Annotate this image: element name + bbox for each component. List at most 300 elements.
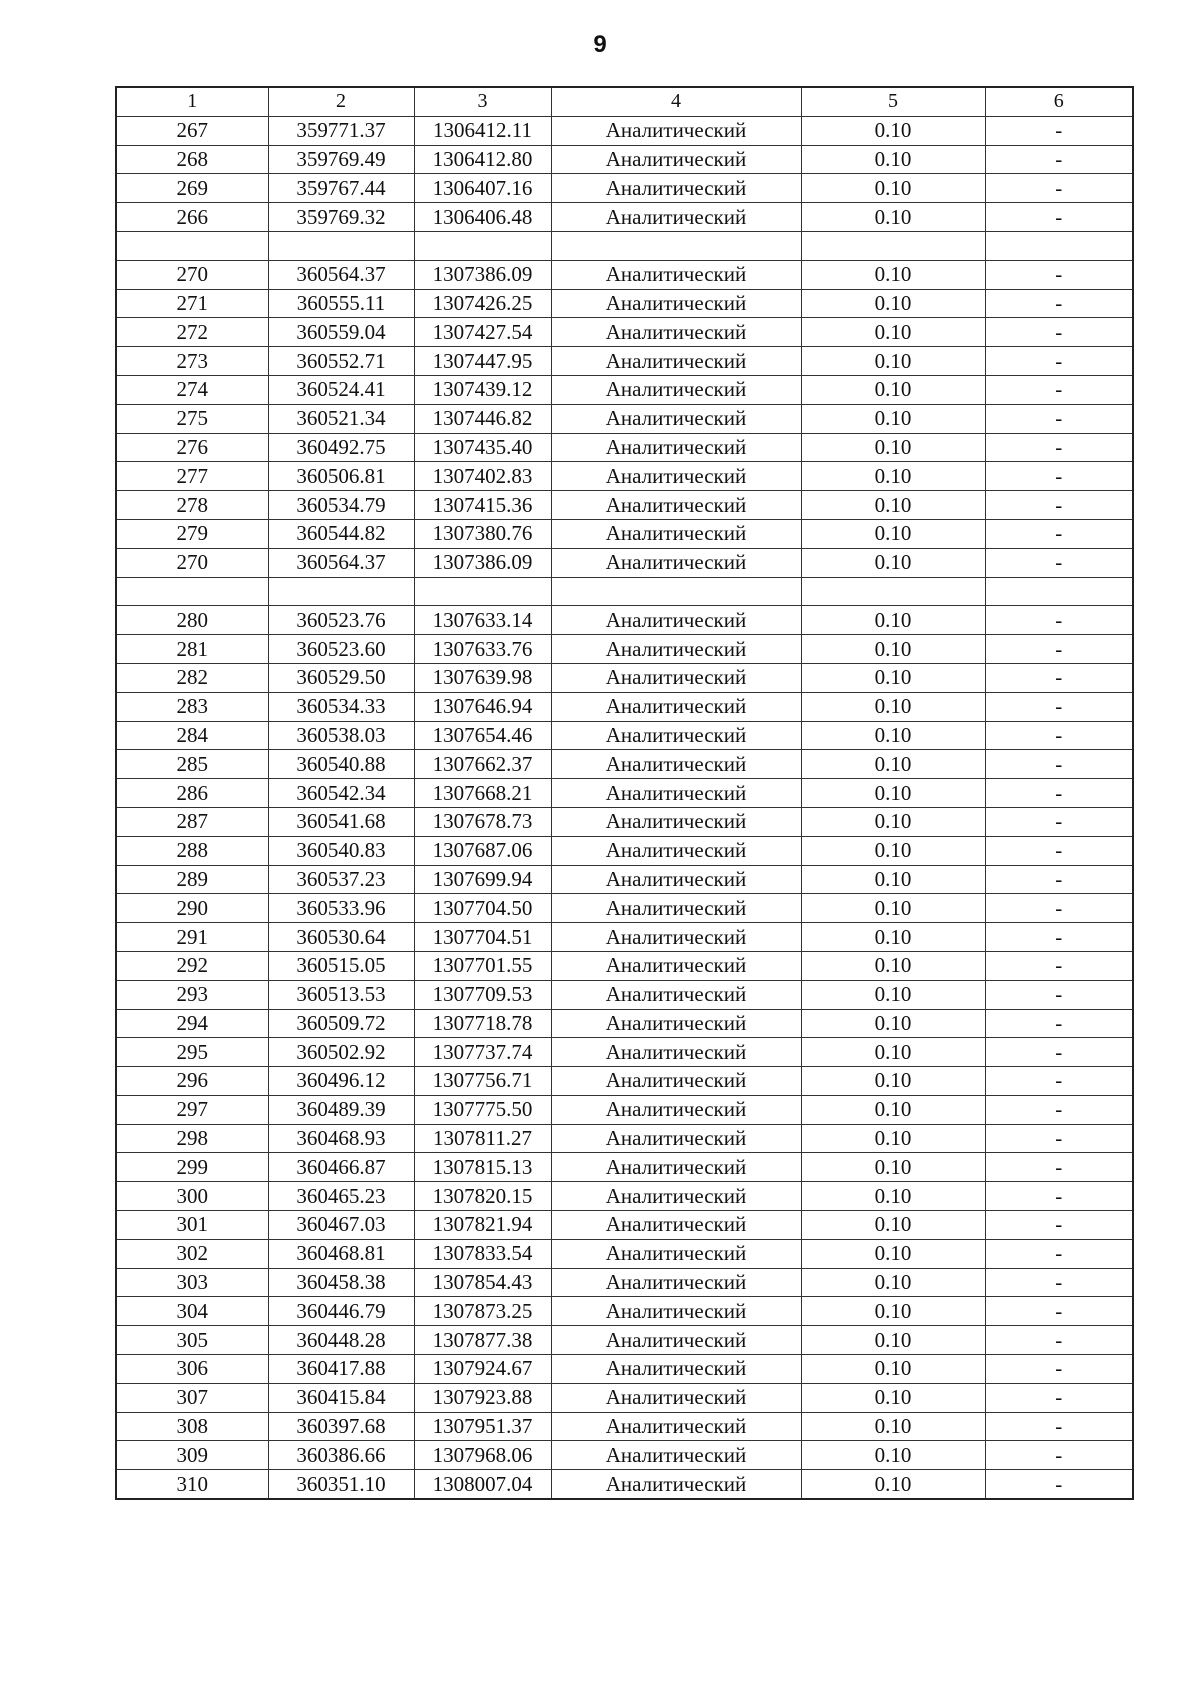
x-coordinate-cell: 360448.28 xyxy=(268,1326,414,1355)
table-row xyxy=(116,375,1133,404)
method-cell: Аналитический xyxy=(551,721,801,750)
accuracy-cell: 0.10 xyxy=(801,203,985,232)
point-number-cell: 270 xyxy=(116,548,268,577)
column-header-6: 6 xyxy=(985,87,1133,116)
x-coordinate-cell: 360466.87 xyxy=(268,1153,414,1182)
table-row xyxy=(116,260,1133,289)
x-coordinate-cell: 360564.37 xyxy=(268,260,414,289)
x-coordinate-cell: 360542.34 xyxy=(268,779,414,808)
y-coordinate-cell: 1307386.09 xyxy=(414,548,551,577)
point-number-cell: 309 xyxy=(116,1441,268,1470)
x-coordinate-cell: 360415.84 xyxy=(268,1383,414,1412)
y-coordinate-cell: 1306406.48 xyxy=(414,203,551,232)
note-cell: - xyxy=(985,1383,1133,1412)
point-number-cell: 293 xyxy=(116,980,268,1009)
x-coordinate-cell: 360523.60 xyxy=(268,635,414,664)
x-coordinate-cell: 360492.75 xyxy=(268,433,414,462)
accuracy-cell: 0.10 xyxy=(801,1182,985,1211)
x-coordinate-cell: 360564.37 xyxy=(268,548,414,577)
y-coordinate-cell: 1307447.95 xyxy=(414,347,551,376)
point-number-cell: 307 xyxy=(116,1383,268,1412)
note-cell: - xyxy=(985,1038,1133,1067)
point-number-cell: 275 xyxy=(116,404,268,433)
accuracy-cell: 0.10 xyxy=(801,1441,985,1470)
method-cell: Аналитический xyxy=(551,519,801,548)
accuracy-cell: 0.10 xyxy=(801,663,985,692)
table-row xyxy=(116,779,1133,808)
x-coordinate-cell: 360529.50 xyxy=(268,663,414,692)
x-coordinate-cell: 360555.11 xyxy=(268,289,414,318)
note-cell: - xyxy=(985,1095,1133,1124)
method-cell: Аналитический xyxy=(551,1412,801,1441)
method-cell: Аналитический xyxy=(551,951,801,980)
note-cell: - xyxy=(985,721,1133,750)
accuracy-cell: 0.10 xyxy=(801,1239,985,1268)
point-number-cell: 299 xyxy=(116,1153,268,1182)
x-coordinate-cell: 360465.23 xyxy=(268,1182,414,1211)
point-number-cell: 285 xyxy=(116,750,268,779)
method-cell: Аналитический xyxy=(551,260,801,289)
accuracy-cell: 0.10 xyxy=(801,923,985,952)
note-cell: - xyxy=(985,1009,1133,1038)
point-number-cell: 290 xyxy=(116,894,268,923)
point-number-cell: 303 xyxy=(116,1268,268,1297)
method-cell: Аналитический xyxy=(551,375,801,404)
y-coordinate-cell: 1307439.12 xyxy=(414,375,551,404)
method-cell: Аналитический xyxy=(551,203,801,232)
x-coordinate-cell: 360489.39 xyxy=(268,1095,414,1124)
y-coordinate-cell: 1307426.25 xyxy=(414,289,551,318)
table-row xyxy=(116,807,1133,836)
x-coordinate-cell: 360502.92 xyxy=(268,1038,414,1067)
x-coordinate-cell: 360458.38 xyxy=(268,1268,414,1297)
accuracy-cell: 0.10 xyxy=(801,1383,985,1412)
note-cell: - xyxy=(985,750,1133,779)
table-row xyxy=(116,174,1133,203)
accuracy-cell: 0.10 xyxy=(801,519,985,548)
note-cell: - xyxy=(985,1355,1133,1384)
table-row xyxy=(116,980,1133,1009)
y-coordinate-cell xyxy=(414,231,551,260)
method-cell: Аналитический xyxy=(551,1383,801,1412)
accuracy-cell xyxy=(801,231,985,260)
y-coordinate-cell: 1307820.15 xyxy=(414,1182,551,1211)
separator-row xyxy=(116,231,1133,260)
x-coordinate-cell: 360521.34 xyxy=(268,404,414,433)
point-number-cell: 286 xyxy=(116,779,268,808)
accuracy-cell: 0.10 xyxy=(801,1326,985,1355)
accuracy-cell: 0.10 xyxy=(801,462,985,491)
table-row xyxy=(116,1124,1133,1153)
point-number-cell: 266 xyxy=(116,203,268,232)
table-row xyxy=(116,836,1133,865)
method-cell: Аналитический xyxy=(551,750,801,779)
point-number-cell: 279 xyxy=(116,519,268,548)
method-cell: Аналитический xyxy=(551,318,801,347)
column-header-2: 2 xyxy=(268,87,414,116)
point-number-cell: 272 xyxy=(116,318,268,347)
note-cell: - xyxy=(985,1268,1133,1297)
x-coordinate-cell: 360515.05 xyxy=(268,951,414,980)
point-number-cell: 277 xyxy=(116,462,268,491)
y-coordinate-cell: 1307678.73 xyxy=(414,807,551,836)
note-cell: - xyxy=(985,145,1133,174)
method-cell: Аналитический xyxy=(551,779,801,808)
point-number-cell: 295 xyxy=(116,1038,268,1067)
note-cell: - xyxy=(985,980,1133,1009)
y-coordinate-cell: 1307380.76 xyxy=(414,519,551,548)
point-number-cell: 288 xyxy=(116,836,268,865)
method-cell: Аналитический xyxy=(551,433,801,462)
table-row xyxy=(116,145,1133,174)
y-coordinate-cell: 1308007.04 xyxy=(414,1470,551,1499)
method-cell: Аналитический xyxy=(551,606,801,635)
y-coordinate-cell: 1307687.06 xyxy=(414,836,551,865)
x-coordinate-cell: 360540.83 xyxy=(268,836,414,865)
table-row xyxy=(116,519,1133,548)
accuracy-cell: 0.10 xyxy=(801,750,985,779)
table-row xyxy=(116,692,1133,721)
y-coordinate-cell: 1307737.74 xyxy=(414,1038,551,1067)
note-cell: - xyxy=(985,203,1133,232)
coordinates-table xyxy=(115,86,1134,1500)
method-cell: Аналитический xyxy=(551,548,801,577)
note-cell: - xyxy=(985,462,1133,491)
y-coordinate-cell: 1307877.38 xyxy=(414,1326,551,1355)
x-coordinate-cell: 359769.32 xyxy=(268,203,414,232)
method-cell: Аналитический xyxy=(551,116,801,145)
table-row xyxy=(116,1009,1133,1038)
x-coordinate-cell: 360446.79 xyxy=(268,1297,414,1326)
x-coordinate-cell: 360552.71 xyxy=(268,347,414,376)
y-coordinate-cell: 1307435.40 xyxy=(414,433,551,462)
y-coordinate-cell: 1307833.54 xyxy=(414,1239,551,1268)
point-number-cell: 273 xyxy=(116,347,268,376)
method-cell: Аналитический xyxy=(551,1009,801,1038)
note-cell: - xyxy=(985,1297,1133,1326)
point-number-cell: 301 xyxy=(116,1211,268,1240)
accuracy-cell: 0.10 xyxy=(801,836,985,865)
y-coordinate-cell: 1307756.71 xyxy=(414,1067,551,1096)
table-row xyxy=(116,1326,1133,1355)
x-coordinate-cell: 360540.88 xyxy=(268,750,414,779)
point-number-cell: 296 xyxy=(116,1067,268,1096)
method-cell: Аналитический xyxy=(551,404,801,433)
point-number-cell: 280 xyxy=(116,606,268,635)
x-coordinate-cell: 360534.79 xyxy=(268,491,414,520)
point-number-cell: 304 xyxy=(116,1297,268,1326)
x-coordinate-cell: 360534.33 xyxy=(268,692,414,721)
y-coordinate-cell: 1307704.50 xyxy=(414,894,551,923)
note-cell: - xyxy=(985,1239,1133,1268)
y-coordinate-cell xyxy=(414,577,551,606)
x-coordinate-cell: 360509.72 xyxy=(268,1009,414,1038)
x-coordinate-cell xyxy=(268,231,414,260)
method-cell: Аналитический xyxy=(551,174,801,203)
method-cell: Аналитический xyxy=(551,289,801,318)
method-cell: Аналитический xyxy=(551,1268,801,1297)
point-number-cell: 270 xyxy=(116,260,268,289)
table-row xyxy=(116,347,1133,376)
point-number-cell: 267 xyxy=(116,116,268,145)
point-number-cell: 282 xyxy=(116,663,268,692)
point-number-cell: 283 xyxy=(116,692,268,721)
note-cell: - xyxy=(985,260,1133,289)
x-coordinate-cell: 360468.93 xyxy=(268,1124,414,1153)
table-row xyxy=(116,1470,1133,1499)
point-number-cell: 305 xyxy=(116,1326,268,1355)
note-cell: - xyxy=(985,894,1133,923)
accuracy-cell: 0.10 xyxy=(801,1355,985,1384)
table-row xyxy=(116,116,1133,145)
accuracy-cell: 0.10 xyxy=(801,1067,985,1096)
x-coordinate-cell: 359771.37 xyxy=(268,116,414,145)
x-coordinate-cell: 360559.04 xyxy=(268,318,414,347)
point-number-cell: 278 xyxy=(116,491,268,520)
y-coordinate-cell: 1307427.54 xyxy=(414,318,551,347)
note-cell: - xyxy=(985,1326,1133,1355)
point-number-cell xyxy=(116,231,268,260)
table-row xyxy=(116,491,1133,520)
column-header-1: 1 xyxy=(116,87,268,116)
table-header-row xyxy=(116,87,1133,116)
point-number-cell: 271 xyxy=(116,289,268,318)
method-cell: Аналитический xyxy=(551,1182,801,1211)
x-coordinate-cell: 359767.44 xyxy=(268,174,414,203)
accuracy-cell: 0.10 xyxy=(801,1095,985,1124)
method-cell: Аналитический xyxy=(551,491,801,520)
page-number: 9 xyxy=(593,31,607,58)
column-header-3: 3 xyxy=(414,87,551,116)
note-cell: - xyxy=(985,289,1133,318)
note-cell: - xyxy=(985,865,1133,894)
y-coordinate-cell: 1307701.55 xyxy=(414,951,551,980)
point-number-cell: 268 xyxy=(116,145,268,174)
method-cell xyxy=(551,231,801,260)
method-cell: Аналитический xyxy=(551,1355,801,1384)
point-number-cell: 284 xyxy=(116,721,268,750)
note-cell: - xyxy=(985,1153,1133,1182)
y-coordinate-cell: 1307968.06 xyxy=(414,1441,551,1470)
y-coordinate-cell: 1307718.78 xyxy=(414,1009,551,1038)
y-coordinate-cell: 1306412.11 xyxy=(414,116,551,145)
note-cell: - xyxy=(985,663,1133,692)
table-row xyxy=(116,1268,1133,1297)
y-coordinate-cell: 1307775.50 xyxy=(414,1095,551,1124)
x-coordinate-cell: 360544.82 xyxy=(268,519,414,548)
accuracy-cell: 0.10 xyxy=(801,1268,985,1297)
point-number-cell: 302 xyxy=(116,1239,268,1268)
note-cell: - xyxy=(985,1124,1133,1153)
method-cell: Аналитический xyxy=(551,980,801,1009)
accuracy-cell: 0.10 xyxy=(801,606,985,635)
y-coordinate-cell: 1307415.36 xyxy=(414,491,551,520)
table-row xyxy=(116,923,1133,952)
x-coordinate-cell: 360523.76 xyxy=(268,606,414,635)
table-row xyxy=(116,1412,1133,1441)
point-number-cell: 308 xyxy=(116,1412,268,1441)
table-row xyxy=(116,635,1133,664)
method-cell: Аналитический xyxy=(551,347,801,376)
accuracy-cell: 0.10 xyxy=(801,1470,985,1499)
accuracy-cell: 0.10 xyxy=(801,145,985,174)
accuracy-cell: 0.10 xyxy=(801,635,985,664)
note-cell: - xyxy=(985,1441,1133,1470)
accuracy-cell: 0.10 xyxy=(801,260,985,289)
table-row xyxy=(116,894,1133,923)
method-cell: Аналитический xyxy=(551,1038,801,1067)
accuracy-cell: 0.10 xyxy=(801,174,985,203)
note-cell: - xyxy=(985,318,1133,347)
x-coordinate-cell: 360506.81 xyxy=(268,462,414,491)
note-cell: - xyxy=(985,1067,1133,1096)
accuracy-cell: 0.10 xyxy=(801,779,985,808)
y-coordinate-cell: 1307815.13 xyxy=(414,1153,551,1182)
method-cell: Аналитический xyxy=(551,1326,801,1355)
point-number-cell: 294 xyxy=(116,1009,268,1038)
x-coordinate-cell: 360468.81 xyxy=(268,1239,414,1268)
table-row xyxy=(116,865,1133,894)
x-coordinate-cell: 360496.12 xyxy=(268,1067,414,1096)
method-cell: Аналитический xyxy=(551,145,801,174)
method-cell: Аналитический xyxy=(551,836,801,865)
accuracy-cell: 0.10 xyxy=(801,1038,985,1067)
accuracy-cell: 0.10 xyxy=(801,548,985,577)
table-row xyxy=(116,318,1133,347)
accuracy-cell: 0.10 xyxy=(801,1124,985,1153)
method-cell: Аналитический xyxy=(551,1067,801,1096)
note-cell: - xyxy=(985,375,1133,404)
column-header-4: 4 xyxy=(551,87,801,116)
x-coordinate-cell: 360538.03 xyxy=(268,721,414,750)
point-number-cell: 297 xyxy=(116,1095,268,1124)
method-cell: Аналитический xyxy=(551,663,801,692)
y-coordinate-cell: 1306412.80 xyxy=(414,145,551,174)
accuracy-cell: 0.10 xyxy=(801,807,985,836)
table-body xyxy=(116,116,1133,1499)
table-row xyxy=(116,951,1133,980)
table-row xyxy=(116,1297,1133,1326)
x-coordinate-cell: 360467.03 xyxy=(268,1211,414,1240)
accuracy-cell: 0.10 xyxy=(801,721,985,750)
accuracy-cell xyxy=(801,577,985,606)
point-number-cell: 274 xyxy=(116,375,268,404)
y-coordinate-cell: 1307446.82 xyxy=(414,404,551,433)
note-cell: - xyxy=(985,951,1133,980)
method-cell: Аналитический xyxy=(551,894,801,923)
accuracy-cell: 0.10 xyxy=(801,289,985,318)
x-coordinate-cell: 360530.64 xyxy=(268,923,414,952)
x-coordinate-cell: 360533.96 xyxy=(268,894,414,923)
y-coordinate-cell: 1307811.27 xyxy=(414,1124,551,1153)
note-cell: - xyxy=(985,174,1133,203)
method-cell: Аналитический xyxy=(551,1239,801,1268)
accuracy-cell: 0.10 xyxy=(801,692,985,721)
note-cell: - xyxy=(985,836,1133,865)
y-coordinate-cell: 1307662.37 xyxy=(414,750,551,779)
note-cell: - xyxy=(985,692,1133,721)
note-cell: - xyxy=(985,1412,1133,1441)
table-row xyxy=(116,1441,1133,1470)
accuracy-cell: 0.10 xyxy=(801,865,985,894)
table-row xyxy=(116,548,1133,577)
note-cell: - xyxy=(985,606,1133,635)
x-coordinate-cell: 360541.68 xyxy=(268,807,414,836)
table-row xyxy=(116,606,1133,635)
point-number-cell: 306 xyxy=(116,1355,268,1384)
table-row xyxy=(116,289,1133,318)
accuracy-cell: 0.10 xyxy=(801,1412,985,1441)
accuracy-cell: 0.10 xyxy=(801,347,985,376)
y-coordinate-cell: 1307639.98 xyxy=(414,663,551,692)
y-coordinate-cell: 1307633.14 xyxy=(414,606,551,635)
note-cell: - xyxy=(985,635,1133,664)
x-coordinate-cell: 360537.23 xyxy=(268,865,414,894)
note-cell: - xyxy=(985,1182,1133,1211)
method-cell: Аналитический xyxy=(551,692,801,721)
x-coordinate-cell: 360417.88 xyxy=(268,1355,414,1384)
column-header-5: 5 xyxy=(801,87,985,116)
x-coordinate-cell: 360386.66 xyxy=(268,1441,414,1470)
method-cell xyxy=(551,577,801,606)
y-coordinate-cell: 1307668.21 xyxy=(414,779,551,808)
table-row xyxy=(116,1211,1133,1240)
y-coordinate-cell: 1307923.88 xyxy=(414,1383,551,1412)
point-number-cell: 291 xyxy=(116,923,268,952)
table-row xyxy=(116,462,1133,491)
note-cell: - xyxy=(985,404,1133,433)
separator-row xyxy=(116,577,1133,606)
table-row xyxy=(116,1095,1133,1124)
table-row xyxy=(116,1038,1133,1067)
accuracy-cell: 0.10 xyxy=(801,116,985,145)
note-cell: - xyxy=(985,1470,1133,1499)
note-cell: - xyxy=(985,433,1133,462)
point-number-cell: 281 xyxy=(116,635,268,664)
y-coordinate-cell: 1307873.25 xyxy=(414,1297,551,1326)
table-row xyxy=(116,721,1133,750)
y-coordinate-cell: 1307646.94 xyxy=(414,692,551,721)
method-cell: Аналитический xyxy=(551,923,801,952)
point-number-cell: 276 xyxy=(116,433,268,462)
point-number-cell: 300 xyxy=(116,1182,268,1211)
note-cell xyxy=(985,231,1133,260)
table-row xyxy=(116,1153,1133,1182)
y-coordinate-cell: 1307709.53 xyxy=(414,980,551,1009)
method-cell: Аналитический xyxy=(551,1124,801,1153)
method-cell: Аналитический xyxy=(551,1441,801,1470)
note-cell: - xyxy=(985,491,1133,520)
table-row xyxy=(116,1182,1133,1211)
table-row xyxy=(116,433,1133,462)
note-cell xyxy=(985,577,1133,606)
note-cell: - xyxy=(985,347,1133,376)
accuracy-cell: 0.10 xyxy=(801,1297,985,1326)
y-coordinate-cell: 1307821.94 xyxy=(414,1211,551,1240)
method-cell: Аналитический xyxy=(551,807,801,836)
table-row xyxy=(116,663,1133,692)
point-number-cell xyxy=(116,577,268,606)
x-coordinate-cell: 360397.68 xyxy=(268,1412,414,1441)
accuracy-cell: 0.10 xyxy=(801,1009,985,1038)
point-number-cell: 310 xyxy=(116,1470,268,1499)
method-cell: Аналитический xyxy=(551,865,801,894)
y-coordinate-cell: 1307854.43 xyxy=(414,1268,551,1297)
x-coordinate-cell: 360513.53 xyxy=(268,980,414,1009)
x-coordinate-cell xyxy=(268,577,414,606)
point-number-cell: 298 xyxy=(116,1124,268,1153)
method-cell: Аналитический xyxy=(551,462,801,491)
